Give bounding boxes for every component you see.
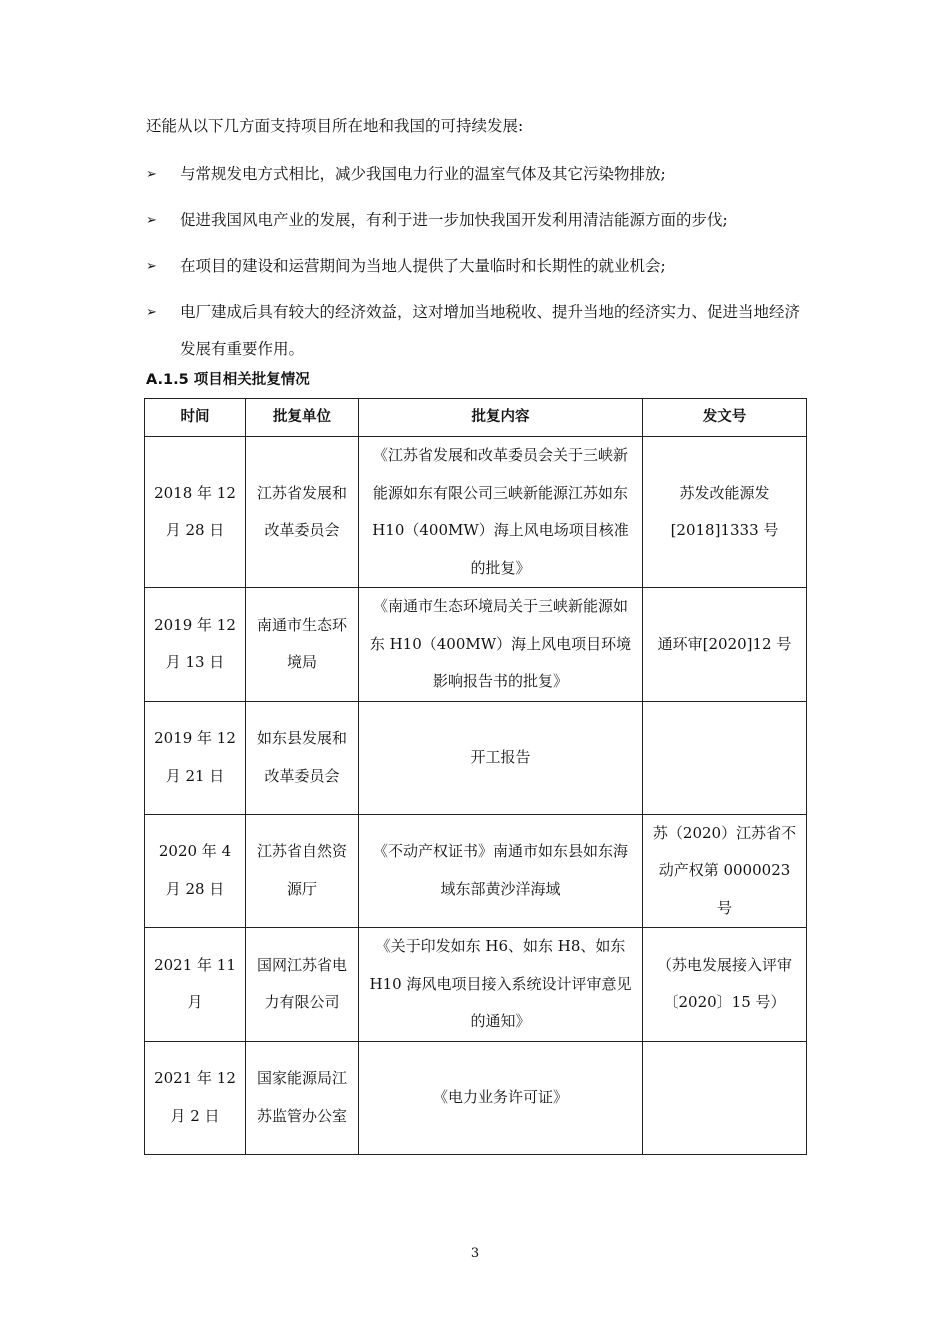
- list-item: [146, 202, 810, 239]
- cell-authority: 国家能源局江苏监管办公室: [246, 1041, 359, 1154]
- cell-content: 开工报告: [359, 701, 643, 814]
- benefit-list: [146, 156, 810, 377]
- table-row: [145, 701, 807, 814]
- cell-doc-number: 苏发改能源发[2018]1333 号: [643, 437, 807, 588]
- column-header-time: 时间: [145, 399, 246, 437]
- column-header-authority: 批复单位: [246, 399, 359, 437]
- cell-doc-number: 通环审[2020]12 号: [643, 588, 807, 702]
- cell-content: 《电力业务许可证》: [359, 1041, 643, 1154]
- cell-time: 2021 年 11 月: [145, 928, 246, 1042]
- cell-authority: 国网江苏省电力有限公司: [246, 928, 359, 1042]
- cell-time: 2019 年 12 月 13 日: [145, 588, 246, 702]
- cell-authority: 南通市生态环境局: [246, 588, 359, 702]
- table-header-row: [145, 399, 807, 437]
- page-number: 3: [470, 1246, 480, 1261]
- list-item: [146, 294, 810, 368]
- cell-time: 2018 年 12 月 28 日: [145, 437, 246, 588]
- cell-doc-number: [643, 701, 807, 814]
- arrow-bullet-icon: ➢: [146, 259, 157, 274]
- table-row: [145, 928, 807, 1042]
- arrow-bullet-icon: ➢: [146, 305, 157, 320]
- column-header-content: 批复内容: [359, 399, 643, 437]
- arrow-bullet-icon: ➢: [146, 167, 157, 182]
- approvals-table: [144, 398, 807, 1155]
- list-item-text: 促进我国风电产业的发展，有利于进一步加快我国开发利用清洁能源方面的步伐;: [180, 211, 728, 229]
- column-header-doc-number: 发文号: [643, 399, 807, 437]
- cell-time: 2020 年 4 月 28 日: [145, 814, 246, 928]
- list-item-text: 与常规发电方式相比，减少我国电力行业的温室气体及其它污染物排放;: [180, 165, 666, 183]
- cell-authority: 如东县发展和改革委员会: [246, 701, 359, 814]
- cell-content: 《江苏省发展和改革委员会关于三峡新能源如东有限公司三峡新能源江苏如东 H10（400MW）海上风电场项目核准的批复》: [359, 437, 643, 588]
- cell-authority: 江苏省自然资源厅: [246, 814, 359, 928]
- table-row: [145, 437, 807, 588]
- cell-doc-number: （苏电发展接入评审〔2020〕15 号）: [643, 928, 807, 1042]
- list-item: [146, 248, 810, 285]
- list-item-text: 电厂建成后具有较大的经济效益，这对增加当地税收、提升当地的经济实力、促进当地经济发展有重要作用。: [180, 303, 801, 358]
- arrow-bullet-icon: ➢: [146, 213, 157, 228]
- table-row: [145, 1041, 807, 1154]
- cell-authority: 江苏省发展和改革委员会: [246, 437, 359, 588]
- cell-time: 2019 年 12 月 21 日: [145, 701, 246, 814]
- cell-content: 《南通市生态环境局关于三峡新能源如东 H10（400MW）海上风电项目环境影响报告书的批复》: [359, 588, 643, 702]
- intro-paragraph: 还能从以下几方面支持项目所在地和我国的可持续发展:: [146, 117, 524, 135]
- table-row: [145, 588, 807, 702]
- table-row: [145, 814, 807, 928]
- cell-content: 《不动产权证书》南通市如东县如东海域东部黄沙洋海域: [359, 814, 643, 928]
- list-item-text: 在项目的建设和运营期间为当地人提供了大量临时和长期性的就业机会;: [180, 257, 666, 275]
- cell-time: 2021 年 12 月 2 日: [145, 1041, 246, 1154]
- cell-doc-number: 苏（2020）江苏省不动产权第 0000023 号: [643, 814, 807, 928]
- section-heading: A.1.5 项目相关批复情况: [146, 372, 310, 388]
- cell-doc-number: [643, 1041, 807, 1154]
- list-item: [146, 156, 810, 193]
- cell-content: 《关于印发如东 H6、如东 H8、如东 H10 海风电项目接入系统设计评审意见的通知》: [359, 928, 643, 1042]
